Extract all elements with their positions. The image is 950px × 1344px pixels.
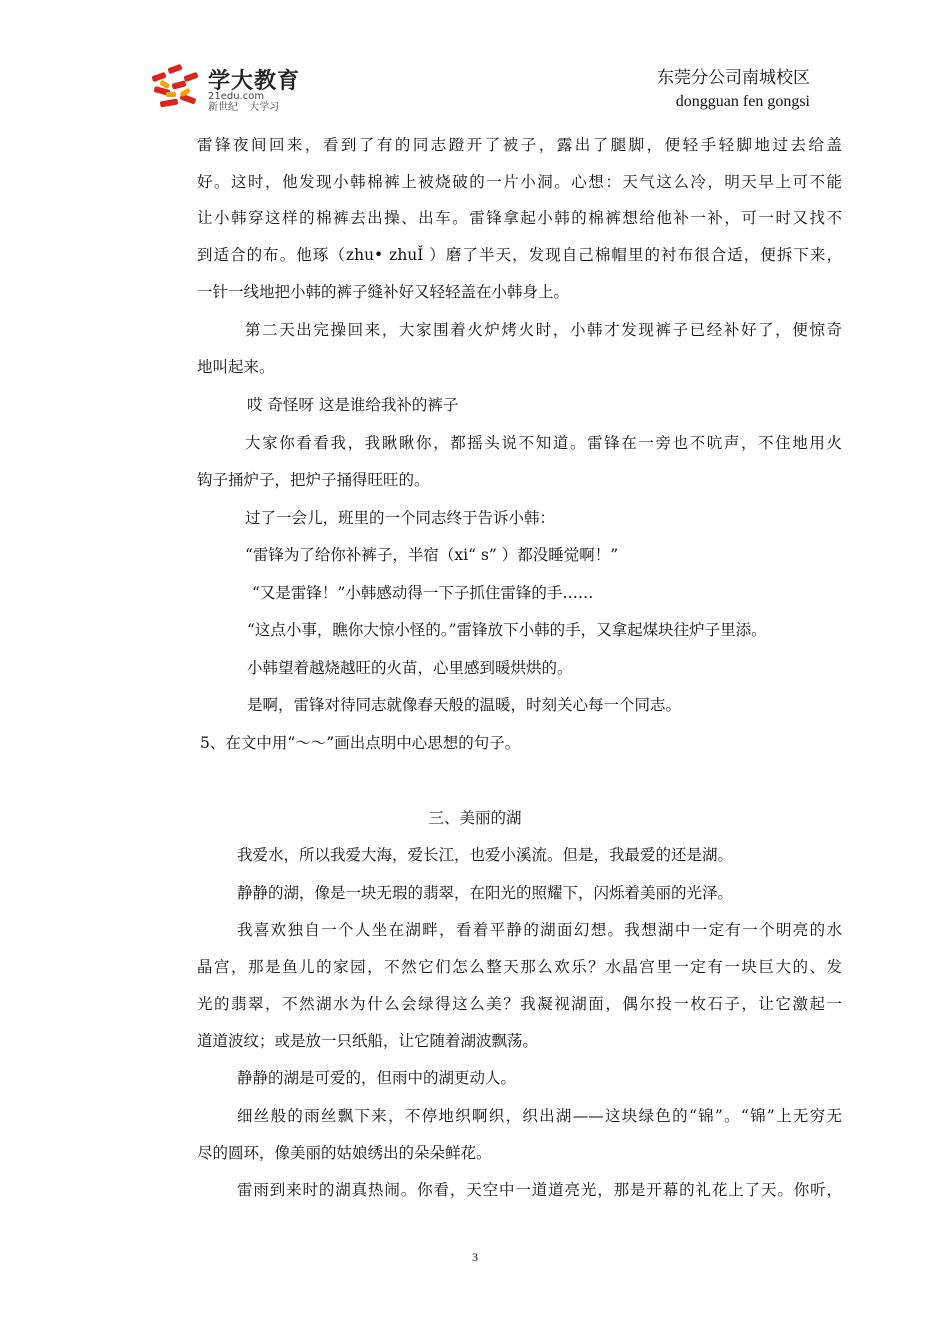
- text-line: 静静的湖，像是一块无瑕的翡翠，在阳光的照耀下，闪烁着美丽的光泽。: [237, 884, 734, 902]
- logo-title: 学大教育: [208, 69, 301, 94]
- text-line: 尽的圆环，像美丽的姑娘绣出的朵朵鲜花。: [197, 1144, 492, 1162]
- text-line: “又是雷锋！”小韩感动得一下子抓住雷锋的手……: [252, 584, 594, 602]
- header-campus: [657, 66, 810, 114]
- text-line: 晶宫，那是鱼儿的家园，不然它们怎么整天那么欢乐？水晶宫里一定有一块巨大的、发: [197, 958, 842, 976]
- text-line: 钩子捅炉子，把炉子捅得旺旺的。: [197, 471, 430, 489]
- company-logo: [150, 62, 320, 114]
- question-5: 5、在文中用“～～”画出点明中心思想的句子。: [200, 734, 521, 752]
- text-line: 静静的湖是可爱的，但雨中的湖更动人。: [237, 1069, 517, 1087]
- campus-name: 东莞分公司南城校区: [657, 68, 810, 88]
- section-heading: 三、美丽的湖: [428, 809, 522, 827]
- text-line: 雷锋夜间回来，看到了有的同志蹬开了被子，露出了腿脚，便轻手轻脚地过去给盖: [197, 136, 842, 154]
- text-line: 雷雨到来时的湖真热闹。你看，天空中一道道亮光，那是开幕的礼花上了天。你听，: [237, 1181, 842, 1199]
- text-line: 第二天出完操回来，大家围着火炉烤火时，小韩才发现裤子已经补好了，便惊奇: [245, 321, 842, 339]
- text-line: 道道波纹；或是放一只纸船，让它随着湖波飘荡。: [197, 1032, 539, 1050]
- text-line: 光的翡翠，不然湖水为什么会绿得这么美？我凝视湖面，偶尔投一枚石子，让它激起一: [197, 995, 842, 1013]
- text-line: 让小韩穿这样的棉裤去出操、出车。雷锋拿起小韩的棉裤想给他补一补，可一时又找不: [197, 209, 842, 227]
- text-line: 哎 奇怪呀 这是谁给我补的裤子: [247, 396, 459, 414]
- text-line: 好。这时，他发现小韩棉裤上被烧破的一片小洞。心想：天气这么冷，明天早上可不能: [197, 173, 842, 191]
- text-line: “这点小事，瞧你大惊小怪的。”雷锋放下小韩的手，又拿起煤块往炉子里添。: [247, 621, 767, 639]
- text-line: 到适合的布。他琢（zhu• zhuǏ ）磨了半天，发现自己棉帽里的衬布很合适，便拆下来，: [197, 246, 842, 264]
- text-line: 是啊，雷锋对待同志就像春天般的温暖，时刻关心每一个同志。: [247, 696, 682, 714]
- text-line: 我爱水，所以我爱大海，爱长江，也爱小溪流。但是，我最爱的还是湖。: [237, 846, 734, 864]
- text-line: 地叫起来。: [197, 358, 275, 376]
- logo-mark-icon: [150, 62, 202, 114]
- text-line: 细丝般的雨丝飘下来，不停地织啊织，织出湖——这块绿色的“锦”。“锦”上无穷无: [237, 1107, 842, 1125]
- text-line: “雷锋为了给你补裤子，半宿（xi“ s” ）都没睡觉啊！”: [245, 546, 619, 564]
- page-number: 3: [472, 1250, 478, 1264]
- text-line: 小韩望着越烧越旺的火苗，心里感到暖烘烘的。: [247, 659, 573, 677]
- logo-url: 21edu.com: [208, 91, 265, 102]
- campus-pinyin: dongguan fen gongsi: [675, 93, 810, 110]
- logo-slogan: 新世纪 大学习: [208, 102, 280, 113]
- text-line: 过了一会儿，班里的一个同志终于告诉小韩：: [245, 509, 556, 527]
- text-line: 一针一线地把小韩的裤子缝补好又轻轻盖在小韩身上。: [197, 283, 570, 301]
- text-line: 我喜欢独自一个人坐在湖畔，看着平静的湖面幻想。我想湖中一定有一个明亮的水: [237, 921, 842, 939]
- text-line: 大家你看看我，我瞅瞅你，都摇头说不知道。雷锋在一旁也不吭声，不住地用火: [245, 434, 842, 452]
